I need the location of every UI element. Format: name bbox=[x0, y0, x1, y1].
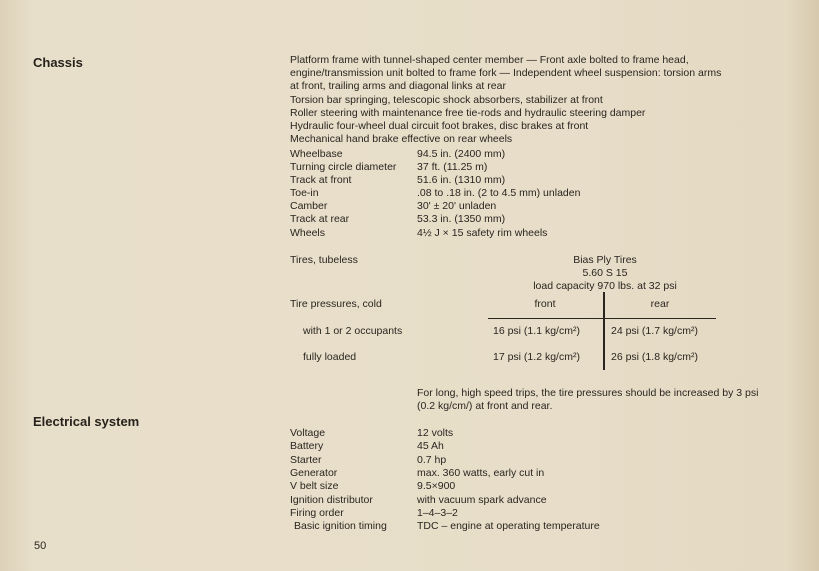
spec-value: 1–4–3–2 bbox=[417, 507, 458, 519]
pressure-rear-value: 26 psi (1.8 kg/cm²) bbox=[611, 351, 698, 363]
pressure-col-rear: rear bbox=[650, 298, 670, 310]
chassis-description bbox=[290, 54, 792, 146]
spec-label: Wheels bbox=[290, 227, 326, 239]
spec-value: 45 Ah bbox=[417, 440, 444, 452]
spec-value: max. 360 watts, early cut in bbox=[417, 467, 545, 479]
spec-label: Ignition distributor bbox=[290, 494, 373, 506]
chassis-heading: Chassis bbox=[33, 55, 83, 70]
tire-pressures-label: Tire pressures, cold bbox=[290, 298, 382, 310]
spec-label: Generator bbox=[290, 467, 338, 479]
chassis-description-line: Mechanical hand brake effective on rear wheels bbox=[290, 133, 513, 146]
pressure-front-value: 17 psi (1.2 kg/cm²) bbox=[493, 351, 580, 363]
spec-value: 37 ft. (11.25 m) bbox=[417, 161, 488, 173]
tire-type: Bias Ply Tires bbox=[573, 254, 637, 266]
spec-label: Voltage bbox=[290, 427, 326, 439]
chassis-description-line: Hydraulic four-wheel dual circuit foot brakes, disc brakes at front bbox=[290, 120, 589, 133]
spec-value: 51.6 in. (1310 mm) bbox=[417, 174, 506, 186]
page-number: 50 bbox=[34, 540, 47, 552]
spec-value: 0.7 hp bbox=[417, 454, 447, 466]
spec-label: Battery bbox=[290, 440, 324, 452]
tire-size: 5.60 S 15 bbox=[582, 267, 628, 279]
tire-load-capacity: load capacity 970 lbs. at 32 psi bbox=[533, 280, 677, 292]
spec-label: Wheelbase bbox=[290, 148, 343, 160]
electrical-heading: Electrical system bbox=[33, 414, 140, 429]
pressure-row-label: with 1 or 2 occupants bbox=[303, 325, 403, 337]
pressure-rear-value: 24 psi (1.7 kg/cm²) bbox=[611, 325, 698, 337]
spec-value: TDC – engine at operating temperature bbox=[417, 520, 600, 532]
chassis-description-line: Roller steering with maintenance free tie-rods and hydraulic steering damper bbox=[290, 106, 646, 119]
spec-label: Basic ignition timing bbox=[294, 520, 387, 532]
spec-value: with vacuum spark advance bbox=[417, 494, 547, 506]
spec-label: Starter bbox=[290, 454, 322, 466]
spec-label: Camber bbox=[290, 200, 328, 212]
pressure-col-front: front bbox=[534, 298, 556, 310]
spec-value: 12 volts bbox=[417, 427, 454, 439]
spec-label: Turning circle diameter bbox=[290, 161, 397, 173]
chassis-description-line: at front, trailing arms and diagonal links at rear bbox=[290, 80, 506, 93]
spec-label: Firing order bbox=[290, 507, 344, 519]
table-divider-horizontal bbox=[488, 318, 716, 319]
pressure-front-value: 16 psi (1.1 kg/cm²) bbox=[493, 325, 580, 337]
pressure-row-label: fully loaded bbox=[303, 351, 357, 363]
spec-label: Track at front bbox=[290, 174, 352, 186]
chassis-description-line: Torsion bar springing, telescopic shock absorbers, stabilizer at front bbox=[290, 93, 603, 106]
tires-label: Tires, tubeless bbox=[290, 254, 358, 266]
spec-value: 94.5 in. (2400 mm) bbox=[417, 148, 506, 160]
pressure-note-line: For long, high speed trips, the tire pressures should be increased by 3 psi bbox=[417, 387, 759, 399]
chassis-description-line: Platform frame with tunnel-shaped center member — Front axle bolted to frame head, bbox=[290, 54, 689, 66]
spec-label: Track at rear bbox=[290, 213, 350, 225]
spec-label: Toe-in bbox=[290, 187, 319, 199]
spec-value: .08 to .18 in. (2 to 4.5 mm) unladen bbox=[417, 187, 581, 199]
chassis-description-line: engine/transmission unit bolted to frame fork — Independent wheel suspension: torsion arms bbox=[290, 67, 722, 80]
pressure-note-line: (0.2 kg/cm/) at front and rear. bbox=[417, 400, 553, 412]
spec-value: 9.5×900 bbox=[417, 480, 456, 492]
spec-value: 53.3 in. (1350 mm) bbox=[417, 213, 506, 225]
spec-value: 4½ J × 15 safety rim wheels bbox=[417, 227, 548, 239]
spec-value: 30' ± 20' unladen bbox=[417, 200, 497, 212]
spec-label: V belt size bbox=[290, 480, 339, 492]
table-divider-vertical bbox=[603, 292, 605, 370]
